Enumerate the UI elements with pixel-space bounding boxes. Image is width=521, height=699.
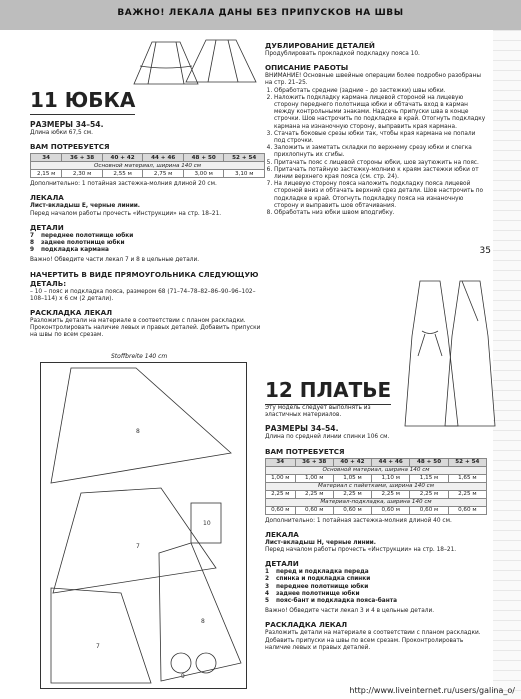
attention-text: ВНИМАНИЕ! Основные швейные операции более подробно разобраны на стр. 21–25. bbox=[265, 73, 481, 87]
amount-cell: 1,65 м bbox=[448, 474, 486, 482]
dress-intro: Эту модель следует выполнять из эластичных материалов. bbox=[265, 405, 371, 419]
skirt-extra: Дополнительно: 1 потайная застежка-молния длиной 20 см. bbox=[30, 181, 217, 188]
list-item: 1. Обработать средние (задние – до застежки) швы юбки. bbox=[274, 88, 487, 95]
amount-cell: 2,15 м bbox=[31, 170, 62, 178]
size-cell: 36 + 38 bbox=[62, 154, 103, 162]
skirt-rect-text: – 10 – пояс и подкладка пояса, размером 68 (71–74–78–82–86–90–96–102–108–114) х 6 см (2 детали). bbox=[30, 288, 256, 302]
layout-plan bbox=[40, 353, 247, 689]
banner-text: ВАЖНО! ЛЕКАЛА ДАНЫ БЕЗ ПРИПУСКОВ НА ШВЫ bbox=[117, 8, 404, 18]
piece-number: 7 bbox=[96, 643, 100, 650]
size-cell: 36 + 38 bbox=[295, 458, 333, 466]
list-item: 9 подкладка кармана bbox=[30, 247, 109, 254]
desc-heading: ОПИСАНИЕ РАБОТЫ bbox=[265, 63, 349, 73]
skirt-layout-heading: РАСКЛАДКА ЛЕКАЛ bbox=[30, 308, 113, 318]
size-cell: 34 bbox=[266, 458, 296, 466]
amount-cell: 1,15 м bbox=[410, 474, 448, 482]
skirt-rect-heading: НАЧЕРТИТЬ В ВИДЕ ПРЯМОУГОЛЬНИКА СЛЕДУЮЩУЮ ДЕТАЛЬ: bbox=[30, 269, 259, 288]
skirt-details-list bbox=[30, 233, 265, 255]
dress-pattern-sheet: Лист-вкладыш Н, черные линии. bbox=[265, 539, 376, 546]
skirt-details-heading: ДЕТАЛИ bbox=[30, 222, 64, 232]
dress-pattern-note: Перед началом работы прочесть «Инструкции» на стр. 18–21. bbox=[265, 547, 457, 554]
skirt-pattern-sheet: Лист-вкладыш Е, черные линии. bbox=[30, 203, 141, 210]
skirt-layout-text: Разложить детали на материале в соответствии с планом раскладки. Проконтролировать наличие левых и правых деталей. Добавить припуски на швы по всем срезам. bbox=[30, 318, 261, 339]
dup-text: Продублировать прокладкой подкладку пояса 10. bbox=[265, 51, 420, 57]
list-item: 3. Стачать боковые срезы юбки так, чтобы края кармана не попали под строчки. bbox=[274, 131, 487, 145]
piece-number: 8 bbox=[201, 618, 205, 625]
steps-list bbox=[265, 88, 487, 218]
list-item: 2. Наложить подкладку кармана лицевой стороной на лицевую сторону переднего полотнища юбки и обтачать вход в карман между контрольными знаками. Надсечь припуски шва в конце строчки. Шов настрочить по подкладке в край. Отогнуть подкладку кармана на изнаночную сторону, выправить края кармана. bbox=[274, 95, 487, 131]
size-cell: 52 + 54 bbox=[224, 154, 265, 162]
amount-cell: 3,10 м bbox=[224, 170, 265, 178]
size-cell: 52 + 54 bbox=[448, 458, 486, 466]
size-cell: 48 + 50 bbox=[410, 458, 448, 466]
dress-details-heading: ДЕТАЛИ bbox=[265, 559, 299, 569]
dress-length: Длина по средней линии спинки 106 см. bbox=[265, 434, 390, 441]
dress-section bbox=[265, 378, 487, 652]
footer-url[interactable]: http://www.liveinternet.ru/users/galina_o/ bbox=[349, 686, 515, 695]
dress-details-list bbox=[265, 569, 487, 605]
width-label: Stoffbreite 140 cm bbox=[111, 353, 168, 360]
material-caption: Основной материал, ширина 140 см bbox=[266, 466, 487, 474]
amount-cell: 2,25 м bbox=[266, 490, 296, 498]
material-caption: Материал-подкладка, ширина 140 см bbox=[266, 498, 487, 506]
dress-sizes: РАЗМЕРЫ 34–54. bbox=[265, 424, 339, 434]
amount-cell: 0,60 м bbox=[448, 506, 486, 514]
dress-extra: Дополнительно: 1 потайная застежка-молния длиной 40 см. bbox=[265, 517, 452, 524]
list-item: 2 спинка и подкладка спинки bbox=[265, 576, 371, 583]
right-column bbox=[265, 36, 487, 217]
skirt-title-box bbox=[30, 88, 135, 115]
piece-number: 8 bbox=[136, 428, 140, 435]
dress-pattern-heading: ЛЕКАЛА bbox=[265, 529, 299, 539]
list-item: 8. Обработать низ юбки швом вподгибку. bbox=[274, 210, 487, 217]
amount-cell: 2,25 м bbox=[372, 490, 410, 498]
amount-cell: 2,25 м bbox=[410, 490, 448, 498]
dress-important: Важно! Обведите части лекал 3 и 4 в цельные детали. bbox=[265, 608, 435, 615]
size-cell: 44 + 46 bbox=[372, 458, 410, 466]
layout-plan-svg bbox=[41, 363, 246, 688]
material-caption: Материал с пайетками, ширина 140 см bbox=[266, 482, 487, 490]
piece-number: 9 bbox=[181, 673, 185, 680]
amount-cell: 0,60 м bbox=[372, 506, 410, 514]
size-cell: 40 + 42 bbox=[333, 458, 371, 466]
amount-cell: 2,30 м bbox=[62, 170, 103, 178]
dress-layout-heading: РАСКЛАДКА ЛЕКАЛ bbox=[265, 620, 348, 630]
list-item: 6. Притачать потайную застежку-молнию к краям застежки юбки от линии верхнего края пояса (см. стр. 24). bbox=[274, 167, 487, 181]
list-item: 3 переднее полотнище юбки bbox=[265, 583, 369, 590]
amount-cell: 1,00 м bbox=[295, 474, 333, 482]
amount-cell: 2,25 м bbox=[295, 490, 333, 498]
size-cell: 40 + 42 bbox=[102, 154, 143, 162]
amount-cell: 2,55 м bbox=[102, 170, 143, 178]
list-item: 7. На лицевую сторону пояса наложить подкладку пояса лицевой стороной вниз и обтачать верхний срез детали. Шов настрочить по подкладке в край. Отогнуть подкладку пояса на изнаночную сторону и выправить шов обтачивания. bbox=[274, 181, 487, 210]
dress-layout-text: Разложить детали на материале в соответствии с планом раскладки. Добавить припуски на швы по всем срезам. Проконтролировать наличие левых и правых деталей. bbox=[265, 630, 481, 651]
skirt-sizes: РАЗМЕРЫ 34–54. bbox=[30, 120, 104, 129]
amount-cell: 1,10 м bbox=[372, 474, 410, 482]
dup-heading: ДУБЛИРОВАНИЕ ДЕТАЛЕЙ bbox=[265, 41, 375, 50]
material-caption: Основной материал, ширина 140 см bbox=[31, 162, 265, 170]
amount-cell: 3,00 м bbox=[183, 170, 224, 178]
piece-number: 7 bbox=[136, 543, 140, 550]
list-item: 1 перед и подкладка переда bbox=[265, 569, 369, 576]
skirt-material-table bbox=[30, 153, 265, 178]
skirt-section bbox=[30, 36, 265, 340]
list-item: 8 заднее полотнище юбки bbox=[30, 240, 125, 247]
dress-need-heading: ВАМ ПОТРЕБУЕТСЯ bbox=[265, 446, 345, 456]
amount-cell: 0,60 м bbox=[295, 506, 333, 514]
amount-cell: 0,60 м bbox=[266, 506, 296, 514]
list-item: 7 переднее полотнище юбки bbox=[30, 232, 134, 239]
list-item: 4 заднее полотнище юбки bbox=[265, 590, 360, 597]
piece-number: 10 bbox=[203, 520, 211, 527]
skirt-pattern-heading: ЛЕКАЛА bbox=[30, 193, 64, 203]
list-item: 5. Притачать пояс с лицевой стороны юбки, шов заутюжить на пояс. bbox=[274, 160, 487, 167]
skirt-length: Длина юбки 67,5 см. bbox=[30, 130, 93, 136]
list-item: 5 пояс-бант и подкладка пояса-банта bbox=[265, 598, 397, 605]
amount-cell: 0,60 м bbox=[410, 506, 448, 514]
amount-cell: 1,05 м bbox=[333, 474, 371, 482]
size-cell: 34 bbox=[31, 154, 62, 162]
skirt-title: 11 ЮБКА bbox=[30, 88, 136, 112]
size-cell: 48 + 50 bbox=[183, 154, 224, 162]
skirt-important: Важно! Обведите части лекал 7 и 8 в цельные детали. bbox=[30, 257, 200, 264]
dress-title: 12 ПЛАТЬЕ bbox=[265, 378, 392, 402]
dress-title-box bbox=[265, 378, 391, 405]
amount-cell: 0,60 м bbox=[333, 506, 371, 514]
dress-material-table bbox=[265, 458, 487, 515]
skirt-need-heading: ВАМ ПОТРЕБУЕТСЯ bbox=[30, 142, 110, 152]
amount-cell: 2,75 м bbox=[143, 170, 184, 178]
list-item: 4. Заложить и заметать складки по верхнему срезу юбки и слегка прихлопнуть их сгибы. bbox=[274, 145, 487, 159]
size-cell: 44 + 46 bbox=[143, 154, 184, 162]
amount-cell: 2,25 м bbox=[333, 490, 371, 498]
amount-cell: 2,25 м bbox=[448, 490, 486, 498]
top-banner bbox=[0, 0, 521, 30]
skirt-pattern-note: Перед началом работы прочесть «Инструкции» на стр. 18–21. bbox=[30, 210, 222, 217]
amount-cell: 1,00 м bbox=[266, 474, 296, 482]
skirt-sketch bbox=[30, 36, 265, 88]
page-number: 35 bbox=[479, 246, 491, 256]
